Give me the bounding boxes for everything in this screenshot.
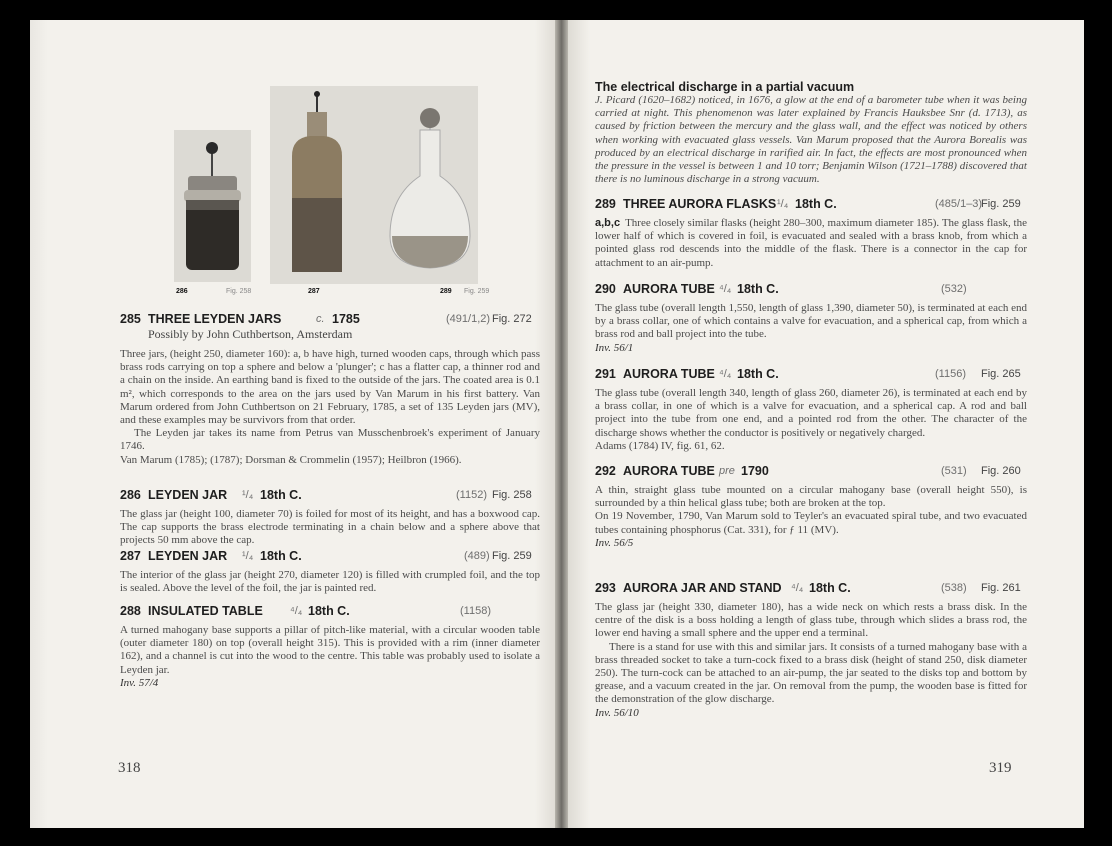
entry-body (595, 302, 1027, 342)
entry-number: 292 (595, 464, 616, 478)
entry-date-prefix: ⁴/₄ (290, 605, 303, 617)
entry-number: 285 (120, 312, 141, 326)
entry-ref: (491/1,2) (446, 313, 491, 325)
catalog-entry-285 (120, 312, 540, 467)
entry-date-prefix: ¹/₄ (242, 489, 254, 501)
entry-title: LEYDEN JAR (148, 488, 228, 502)
entry-number: 288 (120, 604, 141, 618)
entry-ref: (532) (941, 283, 967, 295)
entry-body (120, 624, 540, 677)
entry-ref: (538) (941, 582, 967, 594)
entry-ref: (1156) (935, 368, 966, 380)
entry-heading (595, 282, 1027, 298)
entry-fig: Fig. 259 (492, 550, 532, 562)
photo-caption-fig-1: Fig. 258 (226, 288, 252, 295)
entry-ref: (1152) (456, 489, 487, 501)
catalog-entry-289 (595, 197, 1027, 270)
entry-body (595, 484, 1027, 537)
entry-body (120, 569, 540, 595)
entry-title: AURORA TUBE (623, 367, 715, 381)
left-page (30, 20, 555, 828)
entry-number: 289 (595, 197, 616, 211)
entry-ref: (1158) (460, 605, 491, 617)
entry-title: LEYDEN JAR (148, 549, 228, 563)
entry-date: 18th C. (737, 282, 779, 296)
photo-caption-num-2: 287 (308, 288, 320, 295)
entry-date: 18th C. (737, 367, 779, 381)
entry-para (595, 217, 1027, 270)
entry-para: The glass jar (height 330, diameter 180), has a wide neck on which rests a brass disk. In the centre of the disk is a boss holding a length of glass tube, through which slides a brass rod, the lower end having a small sphere and the upper end a terminal. (595, 601, 1027, 640)
entry-date: 18th C. (795, 197, 837, 211)
leyden-jar-image (174, 130, 251, 282)
page-number-right: 319 (989, 760, 1012, 776)
entry-para: The Leyden jar takes its name from Petrus van Musschenbroek's experiment of January 1746. (120, 427, 540, 453)
entry-title: AURORA TUBE (623, 464, 715, 478)
entry-para: Adams (1784) IV, fig. 61, 62. (595, 439, 725, 452)
entry-body (120, 348, 540, 467)
book-gutter (555, 20, 568, 828)
entry-body (120, 508, 540, 548)
entry-date-prefix: ⁴/₄ (791, 582, 804, 594)
entry-number: 293 (595, 581, 616, 595)
entry-para: The interior of the glass jar (height 270, diameter 120) is filled with crumpled foil, and the top is sealed. Above the level of the foil, the jar is painted red. (120, 569, 540, 595)
entry-lead: a,b,c (595, 217, 621, 229)
entry-para: There is a stand for use with this and similar jars. It consists of a turned mahogany base with a brass threaded socket to take a turn-cock fixed to a brass disk (height of stand 250, disk diameter 250). The turn-cock can be attached to an air-pump, the jar seated to the disks top and bottom by grease, and a vacuum created in the jar. On removal from the pump, the wooden base is fitted for the demonstration of the glow discharge. (595, 640, 1027, 706)
photo-leyden-jar-286 (174, 130, 251, 282)
book-spread (30, 20, 1084, 828)
entry-number: 287 (120, 549, 141, 563)
entry-ref: (531) (941, 465, 967, 477)
section-intro (595, 80, 1027, 186)
entry-para: A thin, straight glass tube mounted on a circular mahogany base (overall height 550), is surrounded by a thin helical glass tube; both are broken at the top. (595, 484, 1027, 510)
entry-heading (595, 464, 1027, 480)
right-page (568, 20, 1084, 828)
entry-body (595, 217, 1027, 270)
entry-number: 290 (595, 282, 616, 296)
entry-title: THREE LEYDEN JARS (148, 312, 282, 326)
entry-date-prefix: ⁴/₄ (719, 368, 732, 380)
entry-fig: Fig. 259 (981, 198, 1021, 210)
catalog-entry-291 (595, 367, 1027, 453)
entry-title: AURORA TUBE (623, 282, 715, 296)
entry-heading (595, 367, 1027, 383)
entry-date: 18th C. (308, 604, 350, 618)
entry-para: Van Marum (1785); (1787); Dorsman & Crommelin (1957); Heilbron (1966). (120, 453, 462, 466)
entry-date-prefix: ¹/₄ (242, 550, 254, 562)
entry-date: 1790 (741, 464, 769, 478)
entry-ref: (489) (464, 550, 490, 562)
entry-body (595, 387, 1027, 453)
entry-heading (595, 197, 1027, 213)
entry-heading (120, 312, 540, 328)
entry-fig: Fig. 260 (981, 465, 1021, 477)
entry-title: THREE AURORA FLASKS (623, 197, 777, 211)
entry-heading (595, 581, 1027, 597)
photo-caption-num-1: 286 (176, 288, 188, 295)
entry-date: 18th C. (260, 488, 302, 502)
entry-para: Three jars, (height 250, diameter 160): a, b have high, turned wooden caps, through which pass brass rods carrying on top a sphere and below a 'plunger'; c has a flatter cap, a thinner rod and a chain on the inside. An earthing band is fixed to the outside of the jars. The coated area is 0.1 m², which corresponds to the area on the jars used by Van Marum in his first battery. Van Marum ordered from John Cuthbertson on 21 February, 1785, a set of 135 Leyden jars (MV), and these examples may be survivors from that order. (120, 348, 540, 427)
entry-date-prefix: ¹/₄ (777, 198, 789, 210)
photo-caption-num-3: 289 (440, 288, 452, 295)
section-title: The electrical discharge in a partial vacuum (595, 80, 855, 94)
page-number-left: 318 (118, 760, 141, 776)
catalog-entry-287 (120, 549, 540, 595)
entry-para: The glass tube (overall length 1,550, length of glass 1,390, diameter 50), is terminated at each end by a brass collar, one of which contains a valve for evacuation, and a spherical cap, from which a brass rod and ball project into the tube. (595, 302, 1027, 341)
inventory-number: Inv. 57/4 (120, 676, 159, 689)
photo-caption-fig-3: Fig. 259 (464, 288, 490, 295)
entry-body (595, 601, 1027, 707)
inventory-number: Inv. 56/1 (595, 341, 634, 354)
entry-date-prefix: c. (316, 313, 325, 325)
catalog-entry-292 (595, 464, 1027, 549)
entry-date: 1785 (332, 312, 360, 326)
entry-para: The glass tube (overall length 340, length of glass 260, diameter 26), is terminated at each end by a brass collar, in one of which is a valve for evacuation, and a spherical cap. A rod and ball project into the tube from one end, and a pointed rod from the other. The character of the discharge shows whether the conductor is positively or negatively charged. (595, 387, 1027, 439)
photo-jar-and-flask (270, 86, 478, 284)
catalog-entry-293 (595, 581, 1027, 719)
entry-para: The glass jar (height 100, diameter 70) is foiled for most of its height, and has a boxwood cap. The cap supports the brass electrode terminating in a chain below and a sphere above that projects 50 mm above the cap. (120, 508, 540, 547)
catalog-entry-290 (595, 282, 1027, 354)
entry-fig: Fig. 261 (981, 582, 1021, 594)
entry-date: 18th C. (809, 581, 851, 595)
section-intro-text: J. Picard (1620–1682) noticed, in 1676, a glow at the end of a barometer tube when it was being carried at night. This phenomenon was later explained by Francis Hauksbee Snr (d. 1713), as caused by friction between the mercury and the glass wall, and the effect was noticed by others when working with evacuated glass vessels. Van Marum proposed that the Aurora Borealis was produced by an electrical discharge in rarified air. In fact, the effects are most pronounced when the pressure in the vessel is between 1 and 10 torr; Benjamin Wilson (1721–1788) discovered that there is no luminous discharge in a strong vacuum. (595, 94, 1027, 186)
inventory-number: Inv. 56/10 (595, 706, 639, 719)
entry-para: A turned mahogany base supports a pillar of pitch-like material, with a circular wooden table (outer diameter 180) on top (overall height 315). This is provided with a rim (inner diameter 162), and a channel is cut into the wood to the centre. This table was probably used to isolate a Leyden jar. (120, 624, 540, 676)
entry-fig: Fig. 258 (492, 489, 532, 501)
entry-date-prefix: ⁴/₄ (719, 283, 732, 295)
entry-heading (120, 604, 540, 620)
entry-date: 18th C. (260, 549, 302, 563)
entry-para-text: Three closely similar flasks (height 280–300, maximum diameter 185). The glass flask, the lower half of which is covered in foil, is evacuated and sealed with a brass knob, from which a pointed glass rod descends into the middle of the flask. There is a connector in the cap for attachment to an air-pump. (595, 217, 1027, 269)
entry-fig: Fig. 272 (492, 313, 532, 325)
entry-title: AURORA JAR AND STAND (623, 581, 782, 595)
entry-para: On 19 November, 1790, Van Marum sold to Teyler's an evacuated spiral tube, and two evacuated tubes containing phosphorus (Cat. 331), for ƒ 11 (MV). (595, 510, 1027, 536)
entry-ref: (485/1–3) (935, 198, 983, 210)
entry-fig: Fig. 265 (981, 368, 1021, 380)
entry-heading (120, 488, 540, 504)
entry-title: INSULATED TABLE (148, 604, 263, 618)
inventory-number: Inv. 56/5 (595, 536, 634, 549)
jar-and-flask-image (270, 86, 478, 284)
catalog-entry-288 (120, 604, 540, 689)
entry-heading (120, 549, 540, 565)
catalog-entry-286 (120, 488, 540, 548)
entry-number: 291 (595, 367, 616, 381)
entry-date-prefix: pre (719, 465, 735, 477)
entry-number: 286 (120, 488, 141, 502)
entry-attribution: Possibly by John Cuthbertson, Amsterdam (148, 327, 353, 341)
